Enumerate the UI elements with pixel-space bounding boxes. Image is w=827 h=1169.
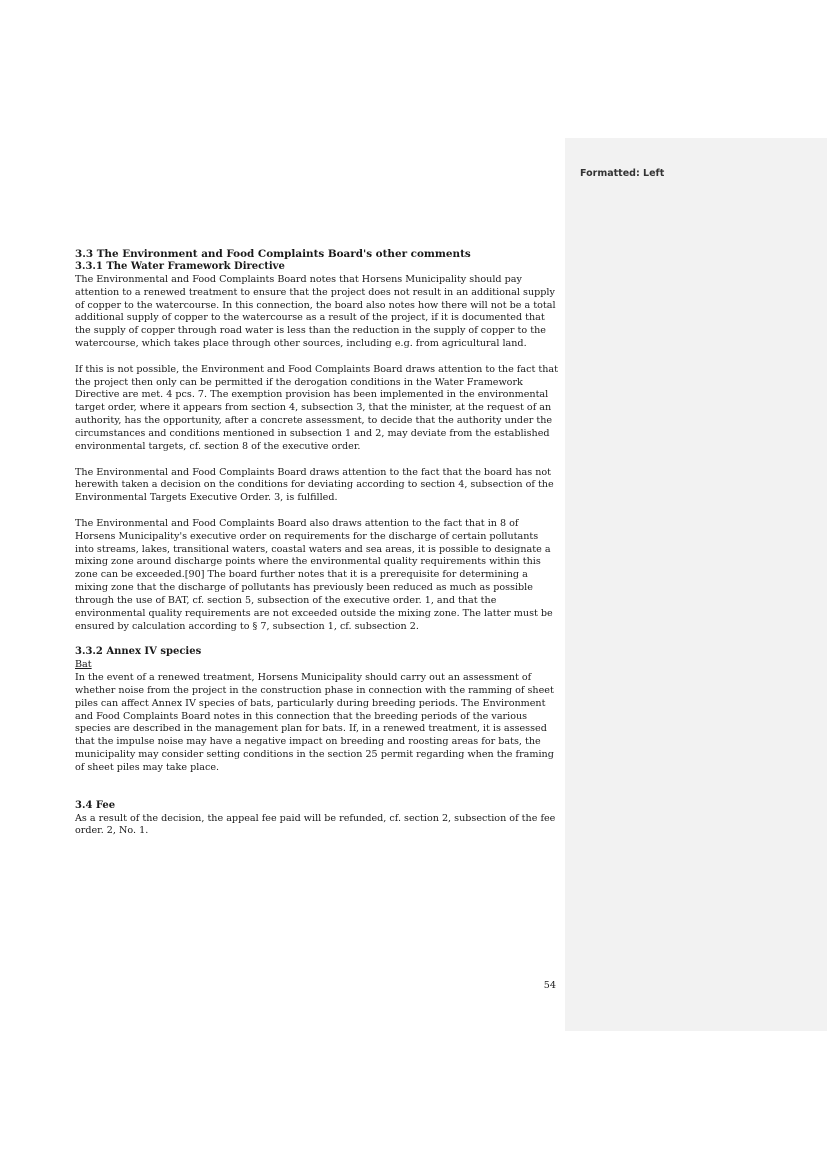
- paragraph-mixing-zone: The Environmental and Food Complaints Board also draws attention to the fact that in 8 of Horsens Municipality's executive order on requirements for the discharge of certain pollutants into streams, lakes, transitional waters, coastal waters and sea areas, it is possible to designate a mixing zone around discharge points where the environmental quality requirements within this zone can be exceeded.[90] The board further notes that it is a prerequisite for determining a mixing zone that the discharge of pollutants has previously been reduced as much as possible through the use of BAT, cf. section 5, subsection of the executive order. 1, and that the environmental quality requirements are not exceeded outside the mixing zone. The latter must be ensured by calculation according to § 7, subsection 1, cf. subsection 2.: [75, 517, 553, 632]
- page-number: 54: [543, 980, 556, 991]
- paragraph-fee: As a result of the decision, the appeal fee paid will be refunded, cf. section 2, subsection of the fee order. 2, No. 1.: [75, 812, 556, 837]
- section-3-3-2-heading: 3.3.2 Annex IV species: [75, 646, 202, 658]
- page-content: [75, 248, 559, 838]
- comment-formatting-label: Formatted: Left: [580, 168, 665, 179]
- comment-pane: [565, 138, 827, 1031]
- section-3-3-1-heading: 3.3.1 The Water Framework Directive: [75, 261, 285, 272]
- paragraph-copper-supply: The Environmental and Food Complaints Board notes that Horsens Municipality should pay attention to a renewed treatment to ensure that the project does not result in an additional supply of copper to the watercourse. In this connection, the board also notes how there will not be a total additional supply of copper to the watercourse as a result of the project, if it is documented that the supply of copper through road water is less than the reduction in the supply of copper to the watercourse, which takes place through other sources, including e.g. from agricultural land.: [75, 273, 556, 350]
- section-3-3-heading: 3.3 The Environment and Food Complaints Board's other comments: [75, 248, 471, 260]
- paragraph-decision-conditions: The Environmental and Food Complaints Board draws attention to the fact that the board has not herewith taken a decision on the conditions for deviating according to section 4, subsection of the Environmental Targets Executive Order. 3, is fulfilled.: [75, 466, 554, 504]
- bat-subheading: Bat: [75, 659, 92, 671]
- paragraph-derogation: If this is not possible, the Environment and Food Complaints Board draws attention to the fact that the project then only can be permitted if the derogation conditions in the Water Framework Directive are met. 4 pcs. 7. The exemption provision has been implemented in the environmental target order, where it appears from section 4, subsection 3, that the minister, at the request of an authority, has the opportunity, after a concrete assessment, to decide that the authority under the circumstances and conditions mentioned in subsection 1 and 2, may deviate from the established environmental targets, cf. section 8 of the executive order.: [75, 363, 558, 452]
- paragraph-bats: In the event of a renewed treatment, Horsens Municipality should carry out an assessment of whether noise from the project in the construction phase in connection with the ramming of sheet piles can affect Annex IV species of bats, particularly during breeding periods. The Environment and Food Complaints Board notes in this connection that the breeding periods of the various species are described in the management plan for bats. If, in a renewed treatment, it is assessed that the impulse noise may have a negative impact on breeding and roosting areas for bats, the municipality may consider setting conditions in the section 25 permit regarding when the framing of sheet piles may take place.: [75, 672, 554, 773]
- section-3-4-heading: 3.4 Fee: [75, 799, 116, 811]
